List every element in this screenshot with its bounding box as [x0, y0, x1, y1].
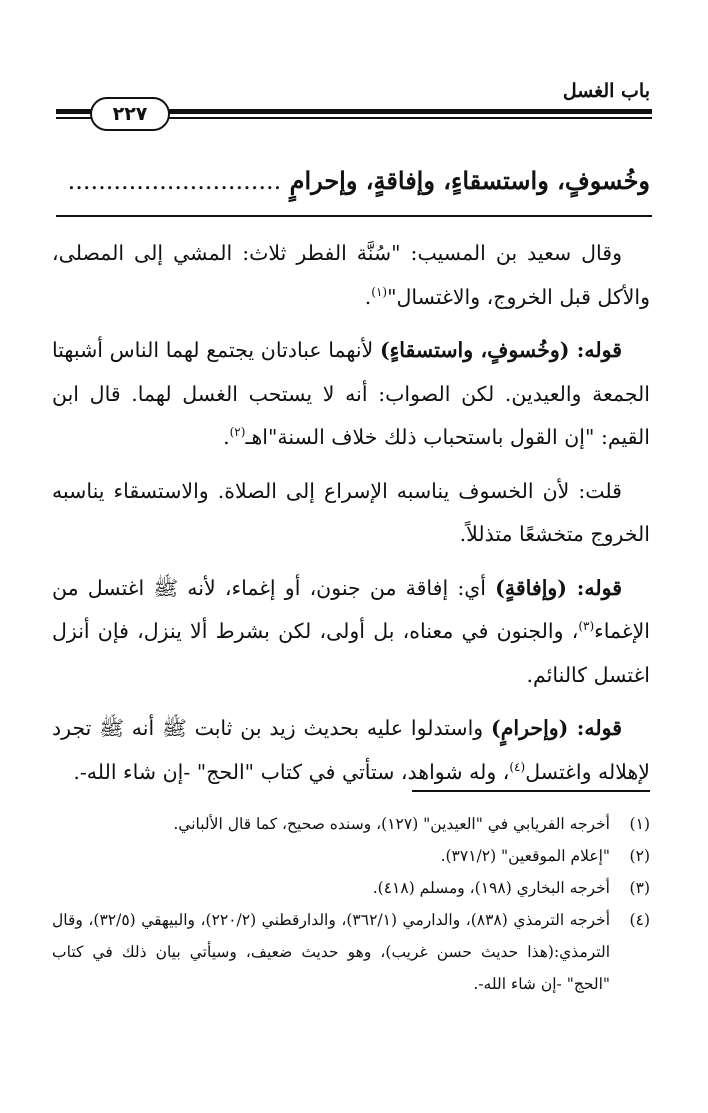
paragraph-lead: قوله: (وإفاقةٍ) — [495, 575, 622, 600]
running-title: باب الغسل — [562, 80, 650, 102]
paragraph-text: قلت: لأن الخسوف يناسبه الإسراع إلى الصلاة. والاستسقاء يناسبه الخروج متخشعًا متذللاً. — [52, 478, 650, 546]
paragraph-tail: . — [223, 425, 230, 449]
footnote-ref: (١) — [371, 284, 388, 299]
matn-text: وخُسوفٍ، واستسقاءٍ، وإفاقةٍ، وإحرامٍ — [289, 166, 650, 195]
footnote-text: أخرجه البخاري (١٩٨)، ومسلم (٤١٨). — [372, 879, 610, 897]
paragraph — [52, 470, 650, 557]
footnote-text: "إعلام الموقعين" (٣٧١/٢). — [440, 847, 610, 865]
footnote — [52, 872, 650, 904]
footnote-separator — [412, 790, 650, 792]
header-rule-right — [168, 109, 652, 119]
paragraph-tail: ، والجنون في معناه، بل أولى، لكن بشرط ألا ينزل، فإن أنزل اغتسل كالنائم. — [52, 619, 650, 687]
paragraph-text: واستدلوا عليه بحديث زيد بن ثابت ﷺ أنه ﷺ تجرد لإهلاله واغتسل — [52, 716, 650, 784]
header-rule-thick — [168, 109, 652, 114]
paragraph — [52, 567, 650, 698]
page-number: ٢٢٧ — [90, 97, 170, 131]
paragraph — [52, 707, 650, 794]
commentary-body — [52, 232, 650, 804]
footnote-number: (١) — [629, 815, 650, 833]
paragraph-text: لأنهما عبادتان يجتمع لهما الناس أشبهتا الجمعة والعيدين. لكن الصواب: أنه لا يستحب الغسل لهما. قال ابن القيم: "إن القول باستحباب ذلك خلاف السنة"اهـ — [52, 338, 650, 449]
paragraph — [52, 329, 650, 460]
paragraph-lead: قوله: (وخُسوفٍ، واستسقاءٍ) — [379, 338, 623, 362]
footnote-text: أخرجه الترمذي (٨٣٨)، والدارمي (٣٦٢/١)، والدارقطني (٢٢٠/٢)، والبيهقي (٣٢/٥)، وقال الترمذي:(هذا حديث حسن غريب)، وهو حديث ضعيف، وسيأتي بيان ذلك في كتاب "الحج" -إن شاء الله-. — [52, 911, 610, 993]
paragraph-tail: ، وله شواهد، ستأتي في كتاب "الحج" -إن شاء الله-. — [73, 759, 510, 784]
matn-divider — [56, 215, 652, 217]
footnote-ref: (٢) — [229, 425, 246, 440]
paragraph-tail: . — [364, 284, 372, 309]
footnotes — [52, 808, 650, 1000]
footnote-number: (٣) — [629, 879, 650, 897]
footnote-number: (٢) — [629, 847, 650, 865]
footnote — [52, 840, 650, 872]
paragraph-lead: قوله: (وإحرامٍ) — [491, 716, 623, 740]
header-band — [56, 95, 652, 135]
footnote-text: أخرجه الفريابي في "العيدين" (١٢٧)، وسنده صحيح، كما قال الألباني. — [173, 815, 610, 833]
paragraph — [52, 232, 650, 319]
header-rule-thin — [168, 117, 652, 119]
footnote — [52, 904, 650, 1000]
footnote-ref: (٣) — [578, 619, 595, 634]
matn-dots: ............................ — [67, 167, 282, 195]
footnote — [52, 808, 650, 840]
paragraph-text: أي: إفاقة من جنون، أو إغماء، لأنه ﷺ اغتسل من الإغماء — [52, 575, 650, 643]
footnote-ref: (٤) — [509, 759, 526, 774]
matn-line — [54, 166, 650, 195]
paragraph-text: وقال سعيد بن المسيب: "سُنَّة الفطر ثلاث: المشي إلى المصلى، والأكل قبل الخروج، والاغتسال" — [52, 241, 650, 309]
footnote-number: (٤) — [629, 911, 650, 929]
